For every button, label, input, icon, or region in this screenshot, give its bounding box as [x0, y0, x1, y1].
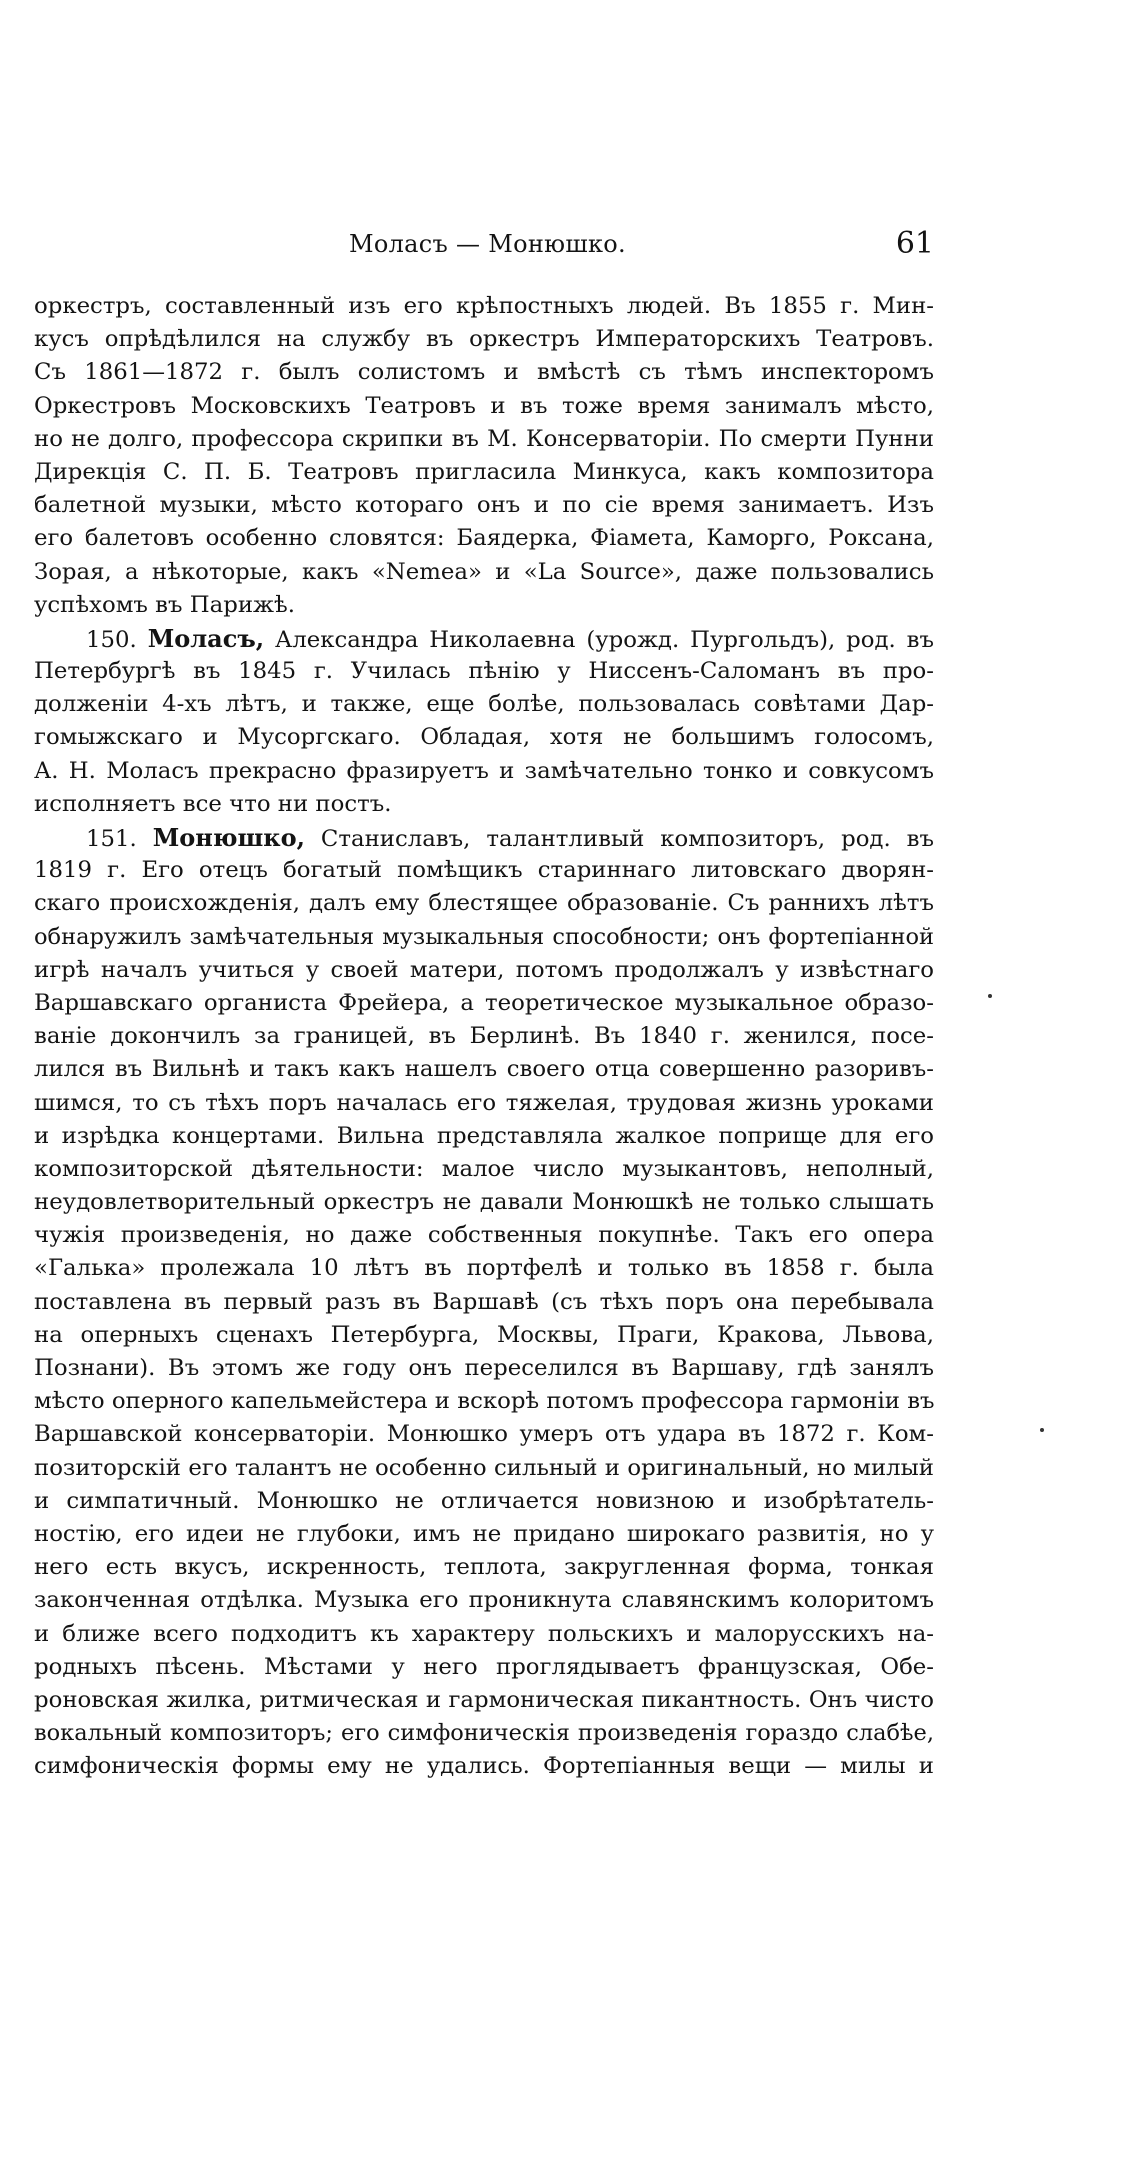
body-text: [34, 290, 934, 1783]
text-line: оркестръ, составленный изъ его крѣпостныхъ людей. Въ 1855 г. Мин-: [34, 293, 934, 319]
text-line: «Галька» пролежала 10 лѣтъ въ портфелѣ и только въ 1858 г. была: [34, 1255, 934, 1282]
entry-heading-150: [34, 622, 934, 655]
text-line: Варшавскаго органиста Фрейера, а теоретическое музыкальное образо-: [34, 989, 934, 1016]
text-line: вокальный композиторъ; его симфоническія произведенія гораздо слабѣе,: [34, 1720, 934, 1747]
text-line: Зорая, а нѣкоторые, какъ «Nemea» и «La Source», даже пользовались: [34, 558, 934, 585]
text-line: и симпатичный. Монюшко не отличается новизною и изобрѣтатель-: [34, 1487, 934, 1514]
text-line: успѣхомъ въ Парижѣ.: [34, 591, 295, 618]
text-line: роновская жилка, ритмическая и гармоническая пикантность. Онъ чисто: [34, 1686, 934, 1713]
text-line: симфоническія формы ему не удались. Фортепіанныя вещи — милы и: [34, 1753, 934, 1780]
text-line: ностію, его идеи не глубоки, имъ не придано широкаго развитія, но у: [34, 1520, 934, 1547]
text-line: Съ 1861—1872 г. былъ солистомъ и вмѣстѣ съ тѣмъ инспекторомъ: [34, 359, 934, 386]
scan-speck: [988, 994, 992, 998]
text-line: чужія произведенія, но даже собственныя покупнѣе. Такъ его опера: [34, 1222, 934, 1249]
page-number: 61: [895, 226, 934, 261]
text-line: 1819 г. Его отецъ богатый помѣщикъ стариннаго литовскаго дворян-: [34, 857, 934, 884]
text-line: Петербургѣ въ 1845 г. Училась пѣнію у Ниссенъ-Саломанъ въ про-: [34, 658, 934, 685]
text-line: и изрѣдка концертами. Вильна представляла жалкое поприще для его: [34, 1122, 934, 1149]
text-line: Дирекція С. П. Б. Театровъ пригласила Минкуса, какъ композитора: [34, 458, 934, 485]
text-line: ваніе докончилъ за границей, въ Берлинѣ. Въ 1840 г. женился, посе-: [34, 1023, 934, 1050]
text-line: Оркестровъ Московскихъ Театровъ и въ тоже время занималъ мѣсто,: [34, 392, 934, 419]
text-line: родныхъ пѣсень. Мѣстами у него проглядываетъ французская, Обе-: [34, 1653, 934, 1680]
text-line: шимся, то съ тѣхъ поръ началась его тяжелая, трудовая жизнь уроками: [34, 1089, 934, 1116]
text-line: скаго происхожденія, далъ ему блестящее образованіе. Съ раннихъ лѣтъ: [34, 890, 934, 917]
text-line: поставлена въ первый разъ въ Варшавѣ (съ тѣхъ поръ она перебывала: [34, 1288, 934, 1315]
text-line: обнаружилъ замѣчательныя музыкальныя способности; онъ фортепіанной: [34, 923, 934, 950]
text-line: на оперныхъ сценахъ Петербурга, Москвы, Праги, Кракова, Львова,: [34, 1321, 934, 1348]
text-line: и ближе всего подходитъ къ характеру польскихъ и малорусскихъ на-: [34, 1620, 934, 1647]
text-line: Познани). Въ этомъ же году онъ переселился въ Варшаву, гдѣ занялъ: [34, 1355, 934, 1381]
text-line: него есть вкусъ, искренность, теплота, закругленная форма, тонкая: [34, 1554, 934, 1581]
text-line: игрѣ началъ учиться у своей матери, потомъ продолжалъ у извѣстнаго: [34, 956, 934, 983]
scan-speck: [1040, 1428, 1044, 1432]
text-line: мѣсто оперного капельмейстера и вскорѣ потомъ профессора гармоніи въ: [34, 1388, 935, 1415]
entry-first-line: Станиславъ, талантливый композиторъ, род. въ: [304, 826, 934, 852]
page-header: [34, 226, 934, 270]
text-line: позиторскій его талантъ не особенно сильный и оригинальный, но милый: [34, 1454, 934, 1481]
entry-name: Монюшко,: [152, 823, 305, 852]
entry-number: 151.: [86, 826, 137, 852]
text-line: его балетовъ особенно словятся: Баядерка, Фіамета, Каморго, Роксана,: [34, 525, 934, 552]
entry-name: Моласъ,: [147, 623, 265, 653]
text-line: исполняетъ все что ни постъ.: [34, 790, 392, 817]
text-line: но не долго, профессора скрипки въ М. Консерваторіи. По смерти Пунни: [34, 425, 934, 452]
text-line: А. Н. Моласъ прекрасно фразируетъ и замѣчательно тонко и совкусомъ: [34, 757, 934, 784]
running-head: Моласъ — Монюшко.: [349, 230, 626, 258]
text-line: кусъ опрѣдѣлился на службу въ оркестръ Императорскихъ Театровъ.: [34, 326, 934, 353]
entry-heading-151: [34, 821, 934, 854]
text-line: лился въ Вильнѣ и такъ какъ нашелъ своего отца совершенно разоривъ-: [34, 1056, 934, 1083]
entry-first-line: Александра Николаевна (урожд. Пургольдъ), род. въ: [264, 626, 935, 653]
text-line: Варшавской консерваторіи. Монюшко умеръ отъ удара въ 1872 г. Ком-: [34, 1421, 934, 1448]
text-line: гомыжскаго и Мусоргскаго. Обладая, хотя не большимъ голосомъ,: [34, 724, 934, 751]
text-line: долженіи 4-хъ лѣтъ, и также, еще болѣе, пользовалась совѣтами Дар-: [34, 691, 934, 718]
text-line: композиторской дѣятельности: малое число музыкантовъ, неполный,: [34, 1155, 934, 1182]
entry-number: 150.: [86, 626, 137, 653]
text-line: неудовлетворительный оркестръ не давали Монюшкѣ не только слышать: [34, 1189, 934, 1216]
text-line: законченная отдѣлка. Музыка его проникнута славянскимъ колоритомъ: [34, 1587, 934, 1614]
text-line: балетной музыки, мѣсто котораго онъ и по сіе время занимаетъ. Изъ: [34, 492, 934, 519]
